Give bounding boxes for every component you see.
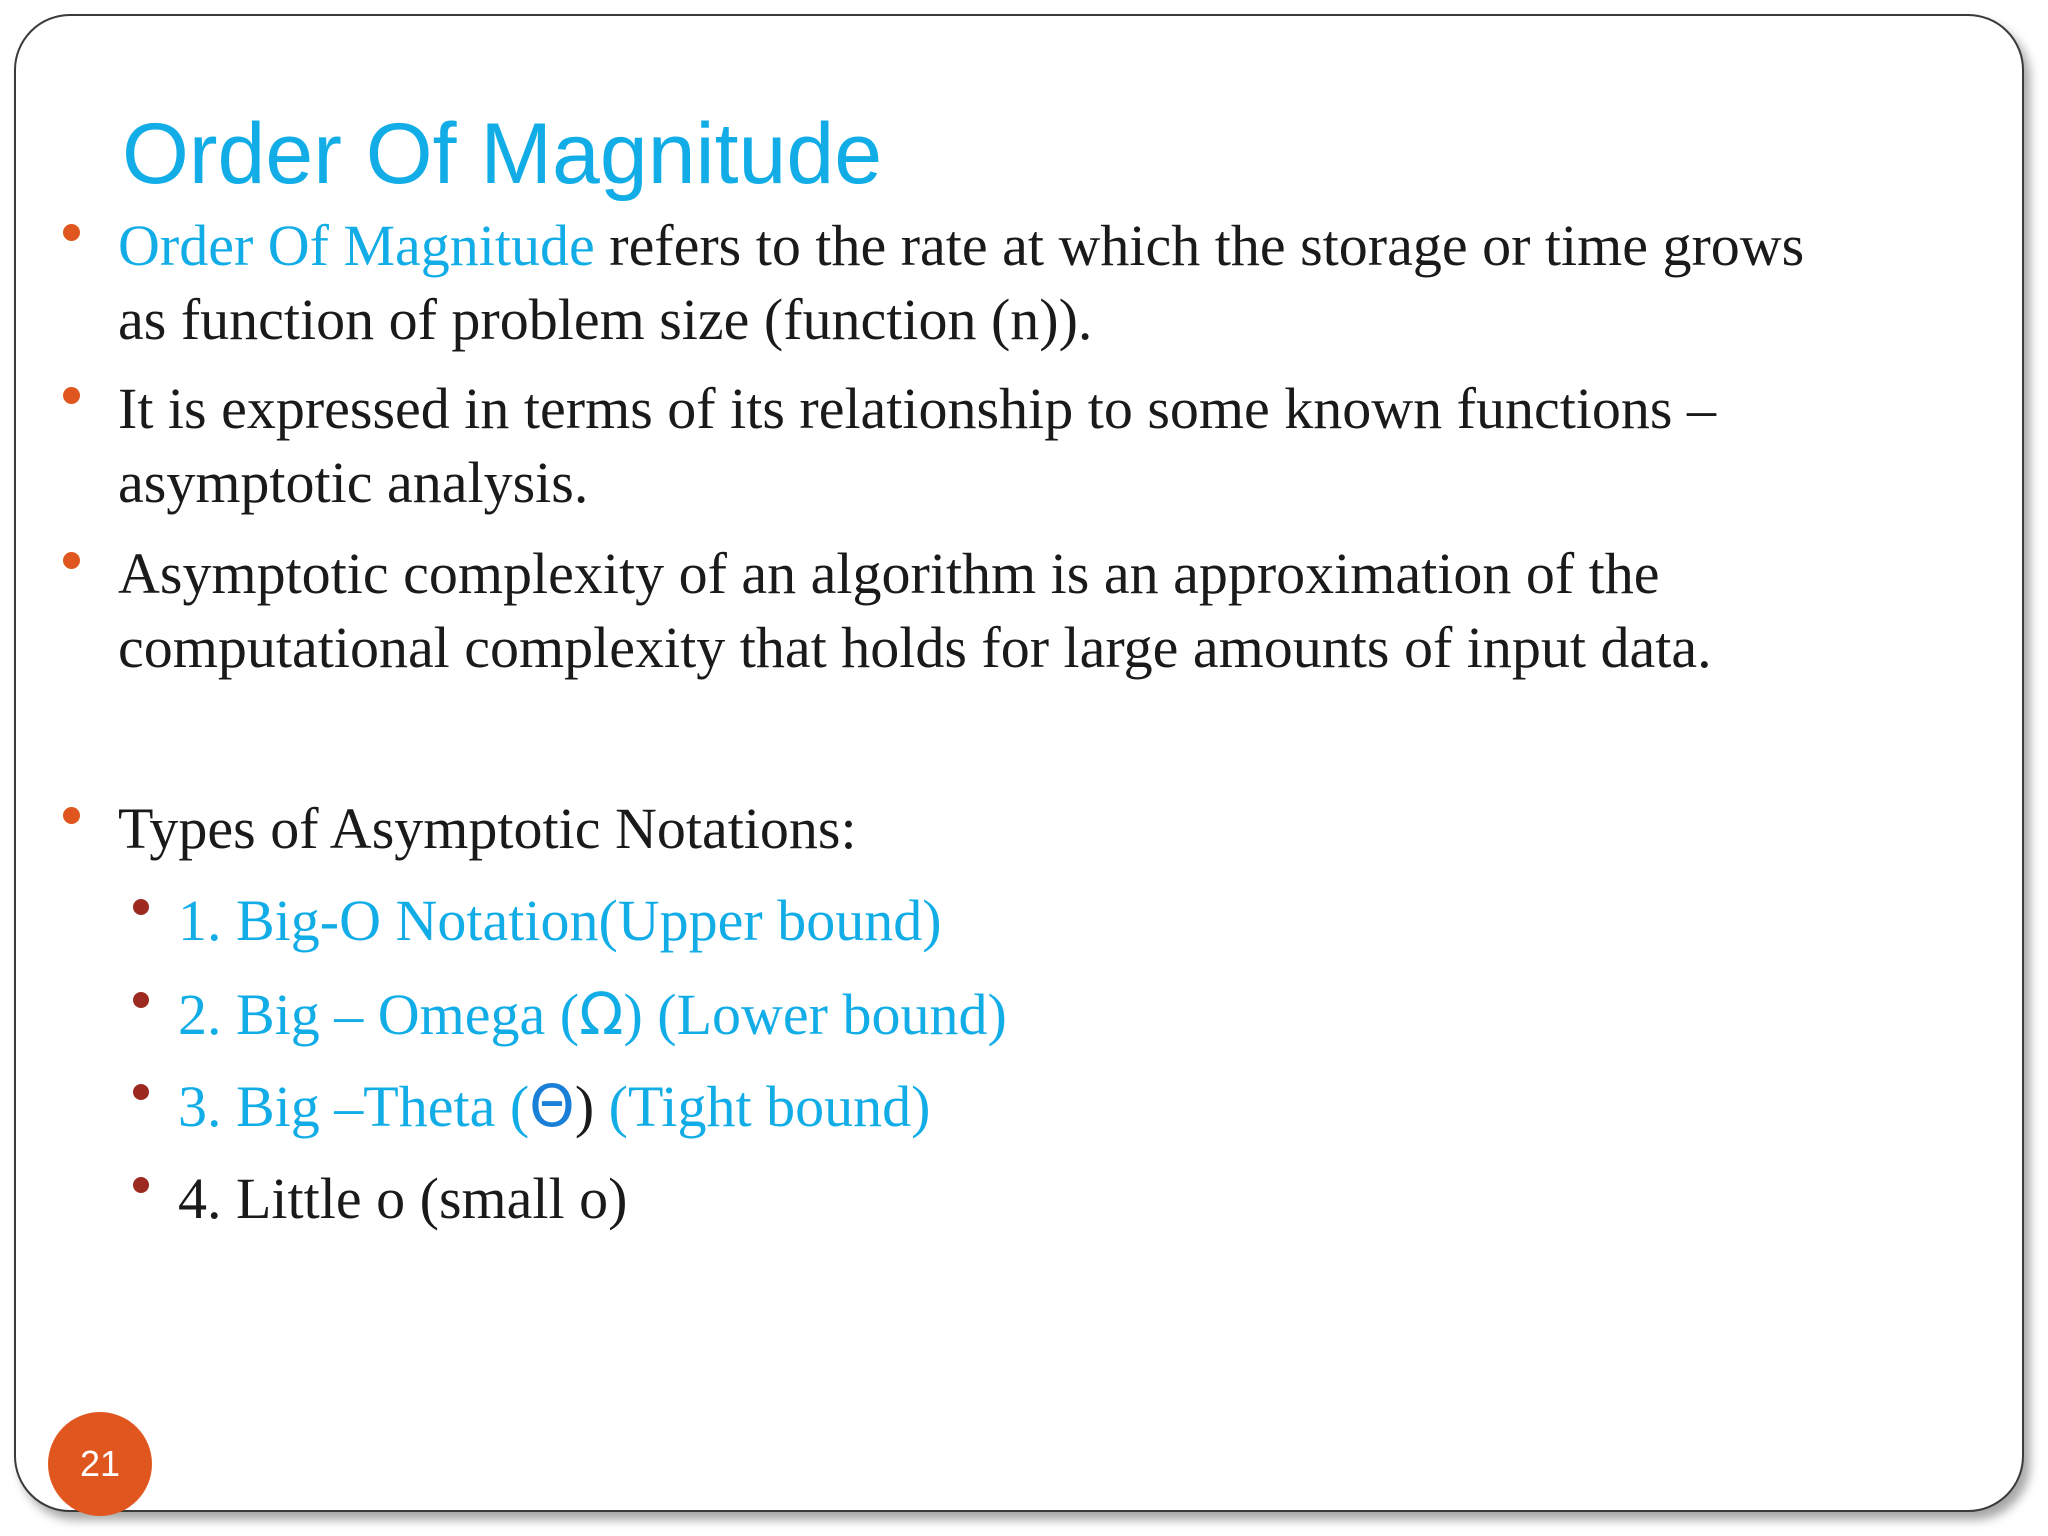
big-omega-paren: ) [623,982,643,1047]
bullet-dot-4 [63,807,80,824]
sub-bullet-big-omega [178,977,1007,1052]
sub-bullet-dot-2 [133,992,149,1008]
sub-bullet-little-o: 4. Little o (small o) [178,1166,628,1231]
bullet-1-text: refers to the rate at which the storage or time grows [594,213,1805,278]
bullet-1-line-2: as function of problem size (function (n)). [118,287,1093,352]
big-theta-paren: ) [574,1074,595,1139]
slide-frame [14,14,2024,1512]
omega-symbol: Ω [579,980,624,1048]
big-omega-text: 2. Big – Omega ( [178,982,580,1047]
sub-bullet-big-o: 1. Big-O Notation(Upper bound) [178,888,942,953]
order-of-magnitude-term: Order Of Magnitude [118,213,595,278]
bullet-dot-2 [63,387,80,404]
sub-bullet-big-theta [178,1069,930,1144]
bullet-3-line-2: computational complexity that holds for large amounts of input data. [118,615,1712,680]
bullet-dot-3 [63,552,80,569]
bullet-2-line-2: asymptotic analysis. [118,450,589,515]
slide-title: Order Of Magnitude [122,106,883,202]
big-omega-bound: (Lower bound) [642,982,1007,1047]
big-theta-text: 3. Big –Theta ( [178,1074,530,1139]
big-theta-bound: (Tight bound) [594,1074,931,1139]
page-number-badge: 21 [48,1412,152,1516]
bullet-2-line-1: It is expressed in terms of its relationship to some known functions – [118,376,1717,441]
sub-bullet-dot-1 [133,899,149,915]
bullet-dot-1 [63,224,80,241]
sub-bullet-dot-4 [133,1177,149,1193]
bullet-3-line-1: Asymptotic complexity of an algorithm is an approximation of the [118,541,1660,606]
sub-bullet-dot-3 [133,1084,149,1100]
bullet-4-line-1: Types of Asymptotic Notations: [118,796,857,861]
bullet-1-line-1 [118,209,1804,283]
theta-symbol: Θ [529,1072,575,1140]
